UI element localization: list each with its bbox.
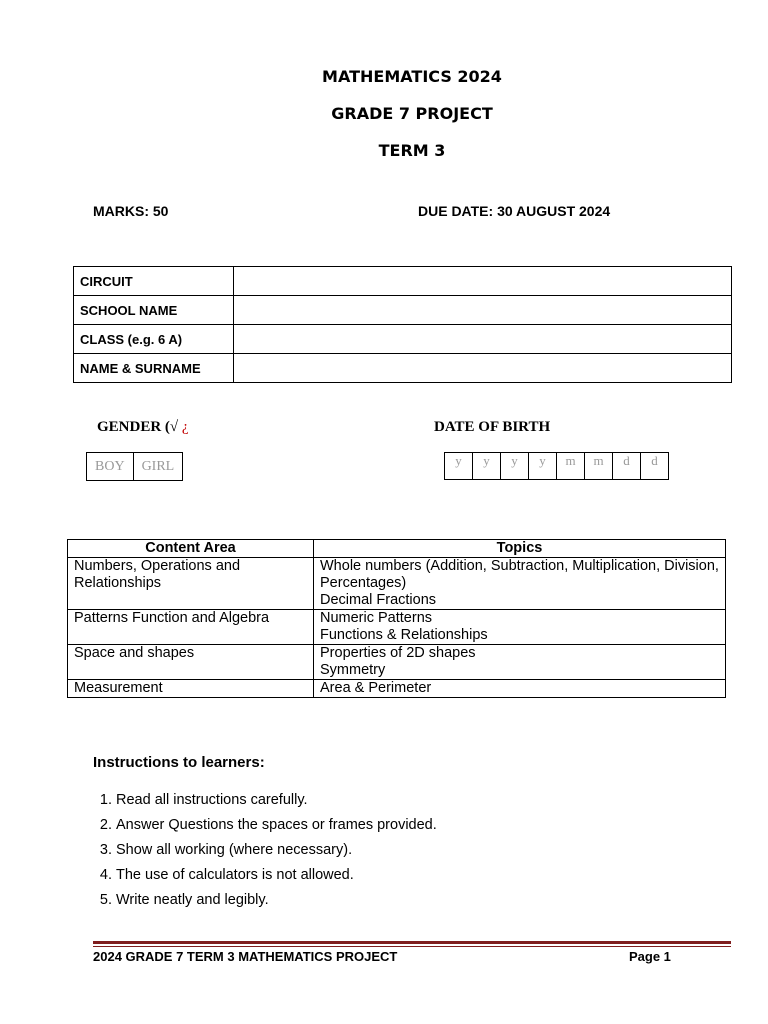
gender-label-text: GENDER (: [97, 419, 170, 435]
check-mark-icon: √: [169, 419, 179, 435]
topic-item: Functions & Relationships: [320, 627, 488, 643]
info-value-field[interactable]: [234, 325, 732, 354]
marks-label: MARKS: 50: [93, 203, 169, 219]
content-area-cell: Space and shapes: [68, 645, 314, 680]
topics-cell: [314, 680, 726, 698]
content-area-cell: Measurement: [68, 680, 314, 698]
gender-label-suffix: ¿: [178, 419, 189, 435]
table-row: [68, 610, 726, 645]
info-value-field[interactable]: [234, 296, 732, 325]
topic-item: Decimal Fractions: [320, 592, 437, 608]
info-row-class: [74, 325, 732, 354]
table-row: [68, 558, 726, 610]
topic-item: Symmetry: [320, 662, 386, 678]
dob-cell-day[interactable]: d: [641, 453, 669, 480]
gender-option-boy[interactable]: BOY: [87, 453, 134, 481]
gender-options: [86, 452, 183, 481]
content-area-cell: Numbers, Operations and Relationships: [68, 558, 314, 610]
info-label: CIRCUIT: [74, 267, 234, 296]
table-header-row: [68, 540, 726, 558]
info-label: CLASS (e.g. 6 A): [74, 325, 234, 354]
doc-subtitle-term: TERM 3: [378, 141, 446, 160]
gender-option-girl[interactable]: GIRL: [133, 453, 183, 481]
dob-cell-year[interactable]: y: [501, 453, 529, 480]
date-of-birth-boxes: [444, 452, 669, 480]
instruction-item: 5. Write neatly and legibly.: [116, 890, 437, 915]
instruction-item: 4. The use of calculators is not allowed.: [116, 865, 437, 890]
info-value-field[interactable]: [234, 354, 732, 383]
learner-info-table: [73, 266, 732, 383]
due-date-label: DUE DATE: 30 AUGUST 2024: [418, 203, 611, 219]
info-label: SCHOOL NAME: [74, 296, 234, 325]
info-row-circuit: [74, 267, 732, 296]
gender-label: [97, 419, 189, 436]
column-header-content-area: Content Area: [68, 540, 314, 558]
dob-cell-month[interactable]: m: [585, 453, 613, 480]
topics-cell: [314, 610, 726, 645]
footer-divider-thin: [93, 946, 731, 947]
topics-cell: [314, 645, 726, 680]
instruction-item: 3. Show all working (where necessary).: [116, 840, 437, 865]
info-row-name: [74, 354, 732, 383]
topic-item: Whole numbers (Addition, Subtraction, Multiplication, Division, Percentages): [320, 558, 719, 591]
table-row: [68, 680, 726, 698]
topic-item: Numeric Patterns: [320, 610, 433, 626]
info-row-school: [74, 296, 732, 325]
topic-item: Area & Perimeter: [320, 680, 432, 696]
column-header-topics: Topics: [314, 540, 726, 558]
info-value-field[interactable]: [234, 267, 732, 296]
doc-subtitle-grade: GRADE 7 PROJECT: [331, 104, 493, 123]
dob-cell-year[interactable]: y: [473, 453, 501, 480]
content-area-table: [67, 539, 726, 698]
page-number: Page 1: [629, 949, 671, 964]
date-of-birth-label: DATE OF BIRTH: [434, 419, 551, 435]
topics-cell: [314, 558, 726, 610]
footer-divider: [93, 941, 731, 944]
table-row: [68, 645, 726, 680]
doc-title: MATHEMATICS 2024: [322, 67, 502, 86]
instructions-heading: Instructions to learners:: [93, 754, 265, 771]
info-label: NAME & SURNAME: [74, 354, 234, 383]
dob-cell-month[interactable]: m: [557, 453, 585, 480]
dob-cell-day[interactable]: d: [613, 453, 641, 480]
instruction-item: 2. Answer Questions the spaces or frames provided.: [116, 815, 437, 840]
content-area-cell: Patterns Function and Algebra: [68, 610, 314, 645]
dob-cell-year[interactable]: y: [529, 453, 557, 480]
instructions-list: [93, 790, 437, 915]
topic-item: Properties of 2D shapes: [320, 645, 476, 661]
dob-cell-year[interactable]: y: [445, 453, 473, 480]
instruction-item: 1. Read all instructions carefully.: [116, 790, 437, 815]
footer-title: 2024 GRADE 7 TERM 3 MATHEMATICS PROJECT: [93, 949, 398, 964]
